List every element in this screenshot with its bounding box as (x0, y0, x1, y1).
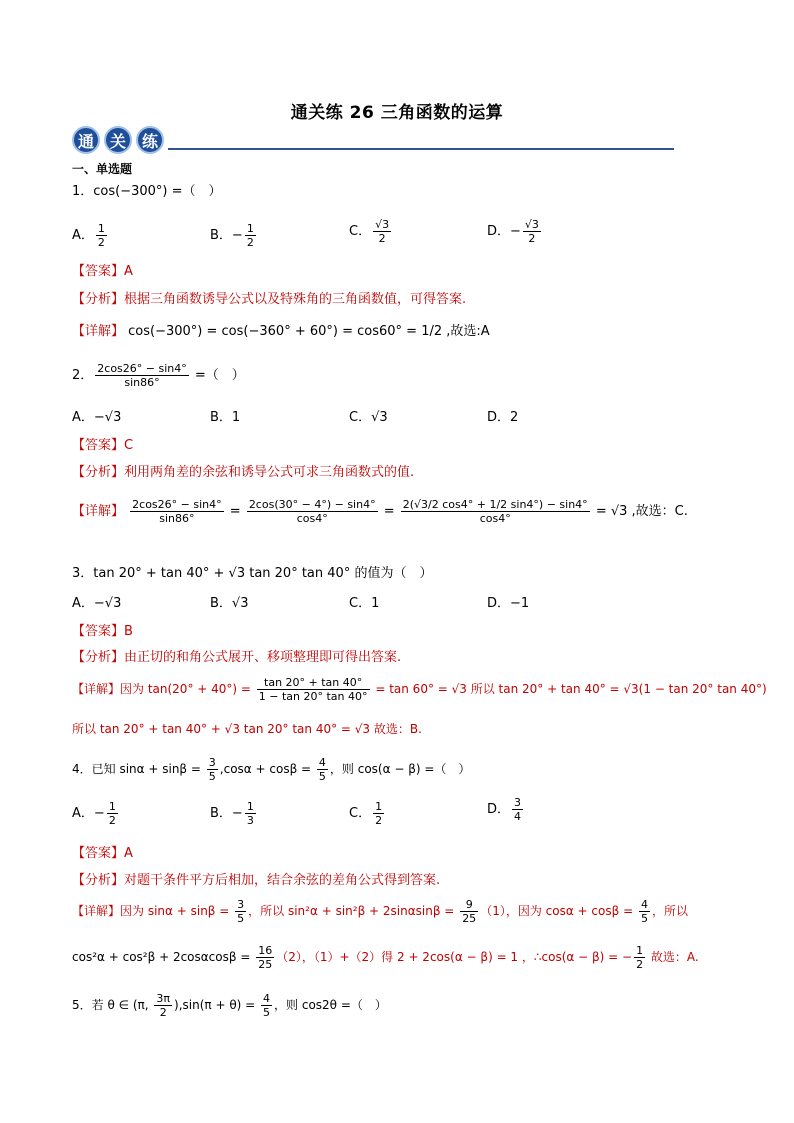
q2-option-a: A．−√3 (72, 410, 122, 425)
q4-answer: 【答案】A (72, 846, 133, 861)
q1-option-b: B．− $\frac{1}{2}$ (210, 222, 254, 249)
section-banner (72, 124, 674, 156)
q3-option-c: C．1 (349, 596, 380, 611)
q4-stem: 4．已知 sinα + sinβ = $\frac{3}{5}$ ,cosα + cosβ = $\frac{4}{5}$ ，则 cos(α − β) =（ ） (72, 756, 471, 783)
q2-option-d: D．2 (487, 410, 519, 425)
q4-detail-line1: 【详解】因为 sinα + sinβ = $\frac{3}{5}$ ，所以 sin²α + sin²β + 2sinαsinβ = $\frac{9}{25}$ （1），因为 cosα + cosβ = $\frac{4}{5}$ ，所以 (72, 898, 688, 925)
q3-detail-line2: 所以 tan 20° + tan 40° + √3 tan 20° tan 40° = √3 故选：B. (72, 722, 422, 736)
q1-option-a: A． $\frac{1}{2}$ (72, 222, 105, 249)
q1-option-c: C． $\frac{√3}{2}$ (349, 218, 390, 245)
banner-rule (168, 148, 674, 150)
q3-option-d: D．−1 (487, 596, 530, 611)
q3-analysis: 【分析】由正切的和角公式展开、移项整理即可得出答案. (72, 650, 402, 665)
q1-stem: 1．cos(−300°) =（ ） (72, 184, 222, 199)
q1-answer: 【答案】A (72, 264, 133, 279)
q2-stem: 2． $\frac{2\cos 26^\circ - \sin 4^\circ}{\sin 86^\circ}$ =（ ） (72, 362, 245, 389)
q3-answer: 【答案】B (72, 624, 133, 639)
q1-detail: 【详解】 cos(−300°) = cos(−360° + 60°) = cos60° = 1/2 ,故选:A (72, 324, 490, 339)
banner-char-1: 通 (72, 126, 100, 154)
banner-char-3: 练 (136, 126, 164, 154)
q3-option-a: A．−√3 (72, 596, 122, 611)
q4-option-c: C． $\frac{1}{2}$ (349, 800, 383, 827)
q4-analysis: 【分析】对题干条件平方后相加，结合余弦的差角公式得到答案. (72, 873, 441, 888)
q2-option-b: B．1 (210, 410, 241, 425)
q2-option-c: C．√3 (349, 410, 388, 425)
q1-option-d: D．− $\frac{√3}{2}$ (487, 218, 539, 245)
q2-detail: 【详解】 $\frac{2\cos 26^\circ - \sin 4^\circ}{\sin 86^\circ}$ = $\frac{2\cos(30^\circ - 4^\circ) - \sin 4^\circ}{\cos 4^\circ}$ = $\frac{2(√3/2 \cos 4^\circ + 1/2 \sin 4^\circ) - \sin 4^\circ}{\cos 4^\circ}$ = √3 ,故选：C. (72, 498, 688, 525)
q3-stem: 3．tan 20° + tan 40° + √3 tan 20° tan 40° 的值为（ ） (72, 566, 433, 581)
q4-option-d: D． $\frac{3}{4}$ (487, 796, 522, 823)
q4-detail-line2: cos²α + cos²β + 2cosαcosβ = $\frac{16}{25}$ （2），（1）+（2）得 2 + 2cos(α − β) = 1 ，∴cos(α − β) = − $\frac{1}{2}$ 故选：A. (72, 944, 699, 971)
banner-char-2: 关 (104, 126, 132, 154)
q3-detail-line1: 【详解】因为 tan(20° + 40°) = $\frac{\tan 20^\circ + \tan 40^\circ}{1 - \tan 20^\circ \tan 40^\circ}$ = tan 60° = √3 所以 tan 20° + tan 40° = √3(1 − tan 20° tan 40°) (72, 676, 767, 703)
q4-option-b: B．− $\frac{1}{3}$ (210, 800, 254, 827)
q3-option-b: B．√3 (210, 596, 249, 611)
q1-analysis: 【分析】根据三角函数诱导公式以及特殊角的三角函数值，可得答案. (72, 292, 467, 307)
section-heading: 一、单选题 (72, 162, 133, 176)
q4-option-a: A．− $\frac{1}{2}$ (72, 800, 116, 827)
q2-answer: 【答案】C (72, 438, 134, 453)
q2-analysis: 【分析】利用两角差的余弦和诱导公式可求三角函数式的值. (72, 465, 415, 480)
page-title: 通关练 26 三角函数的运算 (290, 103, 504, 123)
q5-stem: 5．若 θ ∈ (π, $\frac{3\pi}{2}$ ),sin(π + θ) = $\frac{4}{5}$ ，则 cos2θ =（ ） (72, 992, 387, 1019)
